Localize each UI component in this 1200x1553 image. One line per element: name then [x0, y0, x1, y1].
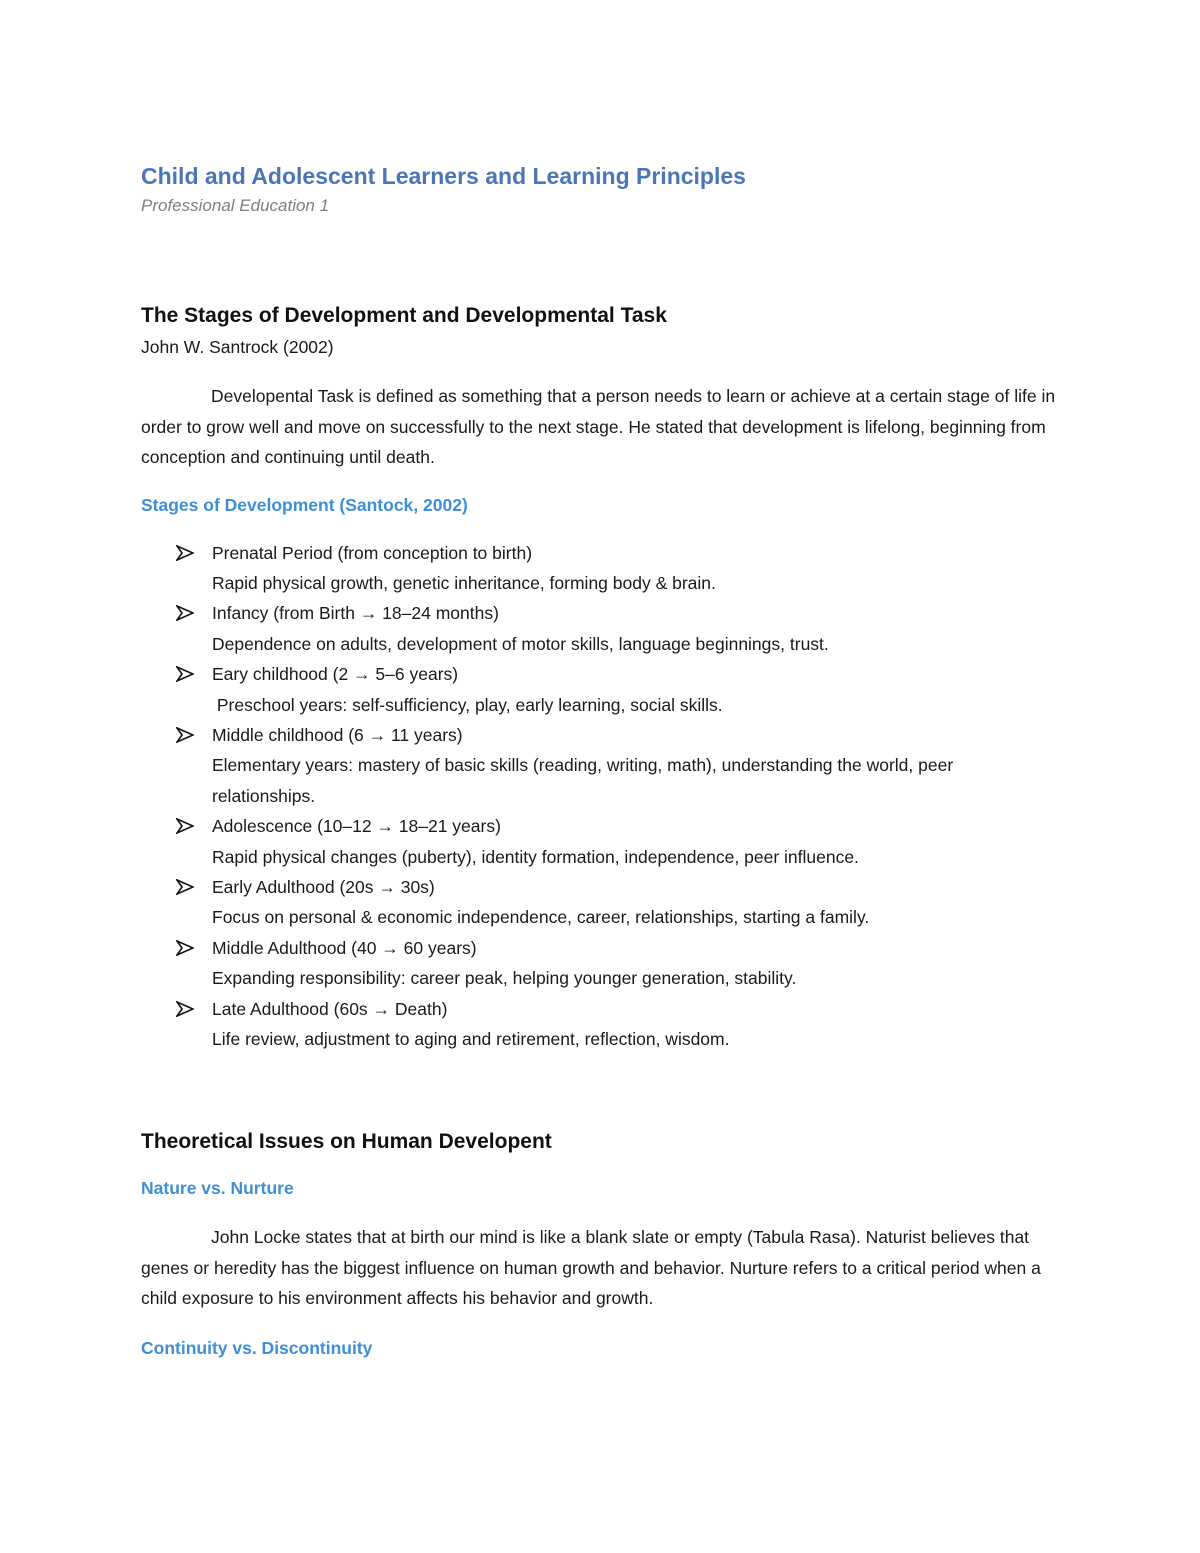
arrowhead-bullet-icon	[176, 879, 194, 895]
stage-name: Eary childhood (2 → 5–6 years)	[212, 664, 459, 685]
document-title: Child and Adolescent Learners and Learning Principles	[141, 163, 746, 189]
stage-item	[141, 538, 1061, 599]
stage-description: Elementary years: mastery of basic skills (reading, writing, math), understanding the world, peer relationships.	[212, 755, 959, 806]
stage-name: Middle Adulthood (40 → 60 years)	[212, 937, 477, 958]
stage-item	[141, 933, 1061, 994]
subheading-nature-nurture: Nature vs. Nurture	[141, 1178, 294, 1199]
stage-name: Prenatal Period (from conception to birth)	[212, 542, 533, 563]
arrowhead-bullet-icon	[176, 818, 194, 834]
stage-item	[141, 720, 1061, 811]
stage-item	[141, 811, 1061, 872]
stage-item	[141, 994, 1061, 1055]
paragraph-developmental-task: Developental Task is defined as something that a person needs to learn or achieve at a certain stage of life in order to grow well and move on successfully to the next stage. He stated that development is lifelong, beginning from conception and continuing until death.	[141, 386, 1056, 467]
stage-description: Life review, adjustment to aging and retirement, reflection, wisdom.	[212, 1029, 730, 1049]
stages-list	[141, 538, 1061, 1055]
stage-name: Adolescence (10–12 → 18–21 years)	[212, 816, 501, 837]
stage-description: Rapid physical growth, genetic inheritance, forming body & brain.	[212, 572, 716, 593]
stage-name: Middle childhood (6 → 11 years)	[212, 724, 463, 745]
subheading-stages: Stages of Development (Santock, 2002)	[141, 494, 468, 515]
arrowhead-bullet-icon	[176, 605, 194, 621]
stage-description: Rapid physical changes (puberty), identity formation, independence, peer influence.	[212, 846, 859, 867]
stage-item	[141, 872, 1061, 933]
stage-description: Dependence on adults, development of motor skills, language beginnings, trust.	[212, 633, 829, 654]
arrowhead-bullet-icon	[176, 1001, 194, 1017]
stage-description: Preschool years: self-sufficiency, play, early learning, social skills.	[212, 694, 723, 715]
author-byline: John W. Santrock (2002)	[141, 337, 334, 357]
section-heading-stages: The Stages of Development and Developmental Task	[141, 304, 667, 327]
stage-item	[141, 659, 1061, 720]
paragraph-nature-nurture: John Locke states that at birth our mind is like a blank slate or empty (Tabula Rasa). Naturist believes that genes or heredity has the biggest influence on human growth and behavior. Nurture refers to a critical period when a child exposure to his environment affects his behavior and growth.	[141, 1227, 1041, 1309]
arrowhead-bullet-icon	[176, 666, 194, 682]
arrowhead-bullet-icon	[176, 727, 194, 743]
arrowhead-bullet-icon	[176, 940, 194, 956]
stage-name: Late Adulthood (60s → Death)	[212, 998, 448, 1019]
stage-name: Early Adulthood (20s → 30s)	[212, 876, 435, 897]
subheading-continuity: Continuity vs. Discontinuity	[141, 1337, 373, 1358]
stage-name: Infancy (from Birth → 18–24 months)	[212, 603, 499, 624]
document-content	[141, 160, 1061, 1361]
arrowhead-bullet-icon	[176, 545, 194, 561]
stage-description: Focus on personal & economic independence, career, relationships, starting a family.	[212, 907, 870, 928]
section-heading-theoretical: Theoretical Issues on Human Developent	[141, 1130, 552, 1154]
document-subtitle: Professional Education 1	[141, 196, 330, 215]
stage-item	[141, 598, 1061, 659]
stage-description: Expanding responsibility: career peak, helping younger generation, stability.	[212, 968, 797, 989]
